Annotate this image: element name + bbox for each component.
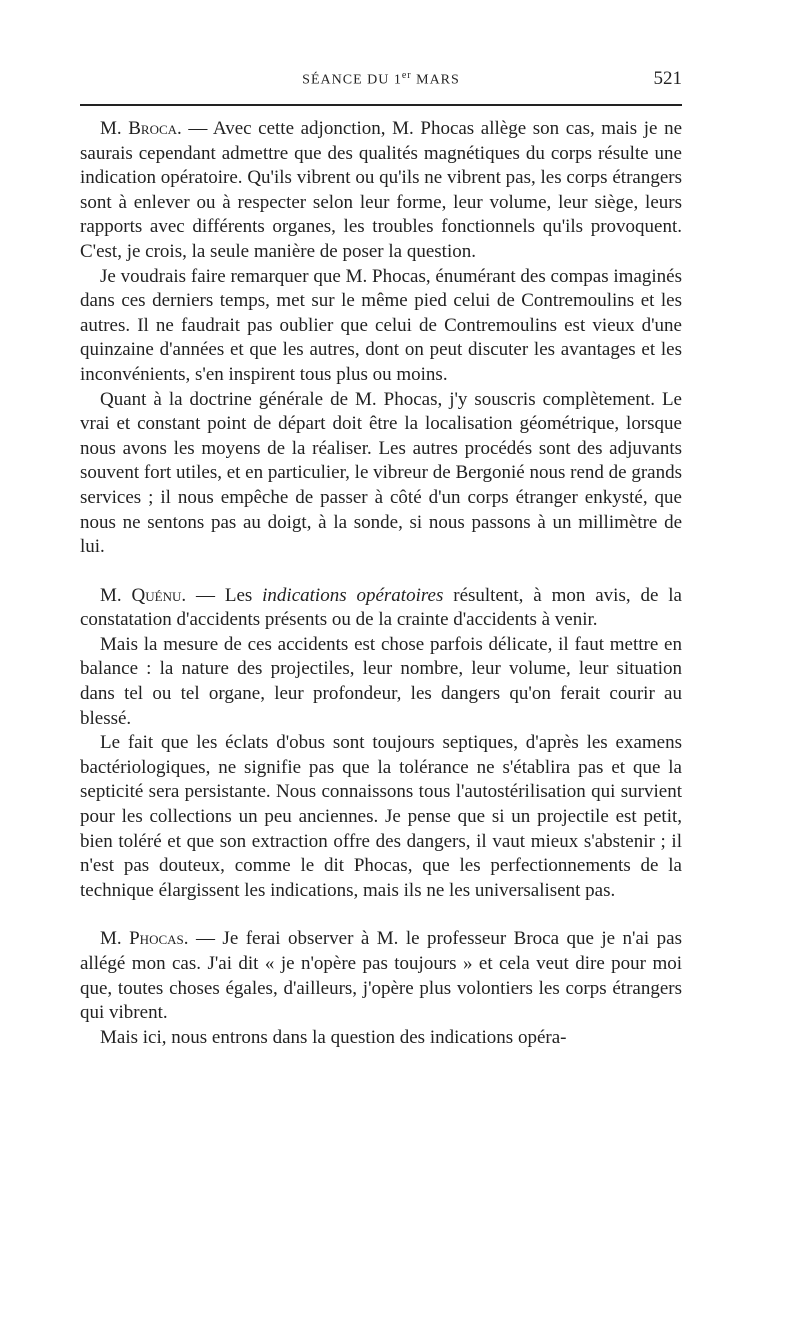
paragraph-text: — Je ferai observer à M. le professeur Broca que je n'ai pas allégé mon cas. J'ai dit « je n'opère pas toujours » et cela veut dire pour moi que, toutes choses égales, d'ailleurs, j'opère plus volontiers les corps étrangers qui vibrent. bbox=[80, 928, 682, 1024]
paragraph-phocas-1 bbox=[80, 927, 682, 1025]
paragraph-broca-1 bbox=[80, 117, 682, 265]
paragraph-broca-2: Je voudrais faire remarquer que M. Phocas, énumérant des compas imaginés dans ces derniers temps, met sur le même pied celui de Contremoulins et les autres. Il ne faudrait pas oublier que celui de Contremoulins est vieux d'une quinzaine d'années et que les autres, dont on peut discuter les avantages et les inconvénients, s'en inspirent tous plus ou moins. bbox=[80, 265, 682, 385]
speaker-broca: M. Broca. bbox=[100, 118, 182, 139]
section-gap bbox=[80, 560, 682, 584]
emphasized-text: indications opératoires bbox=[262, 584, 444, 606]
paragraph-phocas-2: Mais ici, nous entrons dans la question des indications opéra- bbox=[100, 1026, 567, 1048]
section-gap bbox=[80, 903, 682, 927]
paragraph-text: — Les bbox=[186, 584, 263, 606]
paragraph-broca-3: Quant à la doctrine générale de M. Phocas, j'y souscris complètement. Le vrai et constant point de départ doit être la localisation géométrique, lorsque nous avons les moyens de la réaliser. Les autres procédés sont des adjuvants souvent fort utiles, et en particulier, le vibreur de Bergonié nous rend de grands services ; il nous empêche de passer à côté d'un corps étranger enkysté, que nous ne sentons pas au doigt, à la sonde, si nous passons à un millimètre de lui. bbox=[80, 388, 682, 558]
speaker-phocas: M. Phocas. bbox=[100, 928, 189, 950]
book-page bbox=[80, 0, 682, 1324]
paragraph-quenu-3: Le fait que les éclats d'obus sont toujours septiques, d'après les examens bactériologiques, ne signifie pas que la tolérance ne s'établira pas et que la septicité sera persistante. Nous connaissons tous l'autostérilisation qui survient pour les collections un peu anciennes. Je pense que si un projectile est petit, bien toléré et que son extraction offre des dangers, il vaut mieux s'abstenir ; il n'est pas douteux, comme le dit Phocas, que les perfectionnements de la technique élargissent les indications, mais ils ne les universalisent pas. bbox=[80, 732, 682, 901]
page-number: 521 bbox=[653, 68, 682, 89]
paragraph-text: — Avec cette adjonction, M. Phocas allège son cas, mais je ne saurais cependant admettre que des qualités magnétiques du corps résulte une indication opératoire. Qu'ils vibrent ou qu'ils ne vibrent pas, les corps étrangers sont à enlever ou à respecter selon leur forme, leur volume, leur siège, leurs rapports avec différents organes, les troubles fonctionnels qu'ils provoquent. C'est, je crois, la seule manière de poser la question. bbox=[80, 118, 683, 262]
running-title-main: SÉANCE DU 1 bbox=[302, 72, 402, 88]
running-title-month: MARS bbox=[411, 72, 460, 88]
running-title-superscript: er bbox=[401, 70, 412, 81]
paragraph-text: résultent, à mon avis, de la constatation d'accidents présents ou de la crainte d'accidents à venir. bbox=[80, 584, 682, 631]
body-text bbox=[80, 117, 682, 1050]
speaker-quenu: M. Quénu. bbox=[100, 584, 187, 606]
running-head bbox=[80, 64, 682, 94]
running-title bbox=[80, 70, 682, 89]
paragraph-quenu-2: Mais la mesure de ces accidents est chose parfois délicate, il faut mettre en balance : la nature des projectiles, leur nombre, leur volume, leur situation dans tel ou tel organe, leur profondeur, les dangers qu'on ferait courir au blessé. bbox=[80, 633, 682, 729]
paragraph-quenu-1 bbox=[80, 584, 682, 633]
header-rule bbox=[80, 104, 682, 106]
